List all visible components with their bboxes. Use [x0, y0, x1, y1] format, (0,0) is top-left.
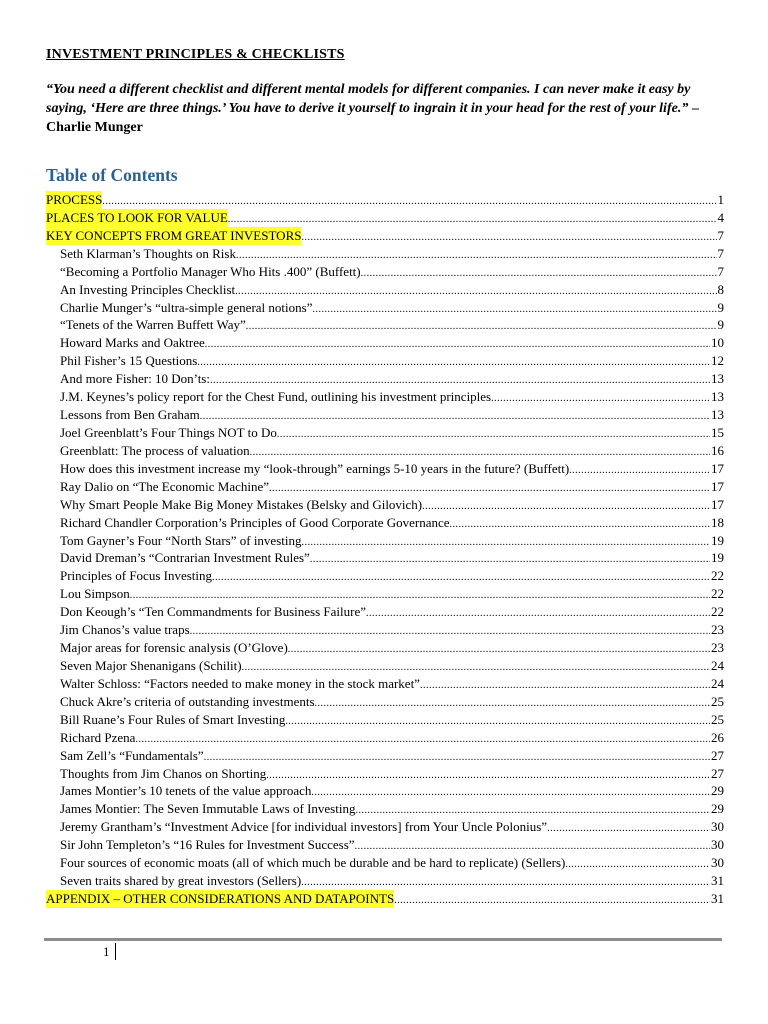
toc-entry-page: 30	[711, 837, 724, 853]
toc-entry-page: 27	[711, 765, 724, 781]
toc-entry-title: How does this investment increase my “look-through” earnings 5-10 years in the future? (Buffett)	[60, 460, 570, 476]
toc-subsection-entry[interactable]	[44, 532, 724, 550]
toc-subsection-entry[interactable]	[44, 693, 724, 711]
toc-entry-page: 4	[717, 209, 724, 225]
toc-entry-page: 9	[717, 317, 724, 333]
toc-subsection-entry[interactable]	[44, 388, 724, 406]
toc-subsection-entry[interactable]	[44, 729, 724, 747]
toc-entry-title: Richard Chandler Corporation’s Principles of Good Corporate Governance	[60, 514, 450, 530]
toc-entry-title: APPENDIX – OTHER CONSIDERATIONS AND DATAPOINTS	[46, 890, 395, 906]
toc-dot-leader	[242, 659, 710, 675]
toc-dot-leader	[565, 856, 710, 872]
toc-subsection-entry[interactable]	[44, 299, 724, 317]
toc-subsection-entry[interactable]	[44, 478, 724, 496]
toc-dot-leader	[204, 749, 710, 765]
toc-entry-page: 24	[711, 675, 724, 691]
toc-dot-leader	[236, 247, 717, 263]
quote-text: “You need a different checklist and different mental models for different companies. I can never make it easy by saying, ‘Here are three things.’ You have to derive it yourself to ingrain it in your head for the rest of your life.”	[46, 82, 691, 116]
toc-entry-page: 30	[711, 855, 724, 871]
toc-entry-title: James Montier: The Seven Immutable Laws of Investing	[60, 801, 356, 817]
toc-subsection-entry[interactable]	[44, 245, 724, 263]
toc-entry-title: Sir John Templeton’s “16 Rules for Investment Success”	[60, 837, 355, 853]
toc-entry-title: Bill Ruane’s Four Rules of Smart Investing	[60, 711, 286, 727]
toc-subsection-entry[interactable]	[44, 639, 724, 657]
toc-entry-title: Don Keough’s “Ten Commandments for Business Failure”	[60, 604, 366, 620]
munger-quote	[46, 80, 726, 137]
toc-entry-title: Seven traits shared by great investors (Sellers)	[60, 873, 302, 889]
toc-entry-title: Jim Chanos’s value traps	[60, 622, 190, 638]
toc-dot-leader	[422, 498, 710, 514]
toc-entry-title: Lessons from Ben Graham	[60, 407, 200, 423]
toc-entry-title: Chuck Akre’s criteria of outstanding investments	[60, 693, 315, 709]
toc-subsection-entry[interactable]	[44, 675, 724, 693]
toc-entry-page: 13	[711, 407, 724, 423]
toc-entry-page: 29	[711, 801, 724, 817]
toc-entry-page: 12	[711, 353, 724, 369]
toc-entry-title: Thoughts from Jim Chanos on Shorting	[60, 765, 267, 781]
toc-entry-page: 25	[711, 693, 724, 709]
toc-entry-title: PLACES TO LOOK FOR VALUE	[46, 209, 228, 225]
toc-dot-leader	[569, 462, 710, 478]
toc-entry-page: 22	[711, 586, 724, 602]
toc-entry-page: 19	[711, 550, 724, 566]
toc-entry-page: 22	[711, 604, 724, 620]
toc-subsection-entry[interactable]	[44, 549, 724, 567]
toc-entry-title: Jeremy Grantham’s “Investment Advice [for individual investors] from Your Uncle Polonius”	[60, 819, 548, 835]
toc-entry-page: 17	[711, 478, 724, 494]
quote-attribution: – Charlie Munger	[46, 101, 699, 135]
toc-subsection-entry[interactable]	[44, 711, 724, 729]
toc-entry-page: 25	[711, 711, 724, 727]
toc-entry-title: KEY CONCEPTS FROM GREAT INVESTORS	[46, 227, 302, 243]
toc-section-entry[interactable]	[44, 227, 724, 245]
toc-dot-leader	[301, 874, 710, 890]
toc-subsection-entry[interactable]	[44, 281, 724, 299]
toc-subsection-entry[interactable]	[44, 854, 724, 872]
toc-subsection-entry[interactable]	[44, 603, 724, 621]
toc-entry-page: 15	[711, 424, 724, 440]
toc-entry-page: 22	[711, 568, 724, 584]
document-title: INVESTMENT PRINCIPLES & CHECKLISTS	[46, 47, 345, 62]
table-of-contents	[44, 191, 724, 908]
toc-entry-page: 7	[717, 245, 724, 261]
toc-subsection-entry[interactable]	[44, 514, 724, 532]
toc-entry-page: 1	[717, 192, 724, 207]
toc-dot-leader	[266, 767, 710, 783]
toc-subsection-entry[interactable]	[44, 818, 724, 836]
toc-dot-leader	[312, 301, 716, 317]
toc-dot-leader	[212, 569, 710, 585]
toc-dot-leader	[361, 265, 717, 281]
toc-entry-title: Sam Zell’s “Fundamentals”	[60, 747, 204, 763]
toc-entry-title: Tom Gayner’s Four “North Stars” of investing	[60, 532, 302, 548]
toc-entry-title: Greenblatt: The process of valuation	[60, 442, 250, 458]
toc-dot-leader	[130, 587, 710, 603]
toc-dot-leader	[301, 534, 710, 550]
toc-entry-page: 23	[711, 622, 724, 638]
toc-dot-leader	[277, 426, 710, 442]
toc-entry-title: And more Fisher: 10 Don’ts:	[60, 371, 210, 387]
toc-dot-leader	[228, 211, 717, 227]
toc-entry-page: 8	[717, 281, 724, 297]
toc-dot-leader	[246, 318, 717, 334]
toc-subsection-entry[interactable]	[44, 836, 724, 854]
toc-entry-page: 17	[711, 496, 724, 512]
toc-section-entry[interactable]	[44, 890, 724, 908]
toc-entry-title: Phil Fisher’s 15 Questions	[60, 353, 198, 369]
toc-subsection-entry[interactable]	[44, 316, 724, 334]
toc-subsection-entry[interactable]	[44, 765, 724, 783]
toc-section-entry[interactable]	[44, 191, 724, 209]
toc-entry-title: Principles of Focus Investing	[60, 568, 213, 584]
toc-entry-title: Seven Major Shenanigans (Schilit)	[60, 657, 242, 673]
toc-dot-leader	[355, 802, 710, 818]
toc-dot-leader	[190, 623, 710, 639]
toc-dot-leader	[355, 838, 710, 854]
toc-dot-leader	[285, 713, 710, 729]
toc-subsection-entry[interactable]	[44, 585, 724, 603]
toc-entry-page: 7	[717, 227, 724, 243]
toc-entry-page: 18	[711, 514, 724, 530]
toc-entry-page: 16	[711, 442, 724, 458]
toc-entry-title: Ray Dalio on “The Economic Machine”	[60, 478, 270, 494]
toc-entry-page: 17	[711, 460, 724, 476]
toc-dot-leader	[135, 731, 710, 747]
toc-subsection-entry[interactable]	[44, 442, 724, 460]
toc-dot-leader	[450, 516, 710, 532]
toc-subsection-entry[interactable]	[44, 872, 724, 890]
toc-dot-leader	[205, 336, 710, 352]
toc-entry-page: 29	[711, 783, 724, 799]
toc-entry-page: 13	[711, 389, 724, 405]
toc-entry-title: Seth Klarman’s Thoughts on Risk	[60, 245, 236, 261]
toc-dot-leader	[235, 283, 716, 299]
toc-entry-title: Four sources of economic moats (all of which much be durable and be hard to replicate) (Sellers)	[60, 855, 566, 871]
toc-subsection-entry[interactable]	[44, 800, 724, 818]
toc-entry-page: 26	[711, 729, 724, 745]
toc-entry-page: 24	[711, 657, 724, 673]
toc-entry-title: David Dreman’s “Contrarian Investment Rules”	[60, 550, 310, 566]
toc-dot-leader	[394, 892, 710, 908]
toc-dot-leader	[366, 605, 710, 621]
toc-dot-leader	[269, 480, 710, 496]
toc-entry-title: Joel Greenblatt’s Four Things NOT to Do	[60, 424, 277, 440]
toc-subsection-entry[interactable]	[44, 460, 724, 478]
toc-dot-leader	[102, 193, 716, 209]
toc-subsection-entry[interactable]	[44, 263, 724, 281]
toc-entry-title: An Investing Principles Checklist	[60, 281, 236, 297]
toc-entry-title: Why Smart People Make Big Money Mistakes (Belsky and Gilovich)	[60, 496, 423, 512]
toc-entry-page: 10	[711, 335, 724, 351]
toc-dot-leader	[420, 677, 710, 693]
toc-entry-title: PROCESS	[46, 192, 103, 207]
toc-entry-title: J.M. Keynes’s policy report for the Chest Fund, outlining his investment principles	[60, 389, 492, 405]
toc-subsection-entry[interactable]	[44, 424, 724, 442]
page-number: 1	[103, 944, 110, 959]
toc-subsection-entry[interactable]	[44, 334, 724, 352]
toc-section-entry[interactable]	[44, 209, 724, 227]
toc-entry-title: James Montier’s 10 tenets of the value approach	[60, 783, 312, 799]
toc-subsection-entry[interactable]	[44, 370, 724, 388]
toc-dot-leader	[315, 695, 710, 711]
toc-entry-page: 19	[711, 532, 724, 548]
toc-entry-page: 13	[711, 371, 724, 387]
toc-dot-leader	[547, 820, 710, 836]
toc-entry-title: Richard Pzena	[60, 729, 136, 745]
toc-entry-title: Walter Schloss: “Factors needed to make money in the stock market”	[60, 675, 420, 691]
toc-entry-title: Lou Simpson	[60, 586, 130, 602]
toc-entry-title: Howard Marks and Oaktree	[60, 335, 205, 351]
toc-dot-leader	[288, 641, 710, 657]
toc-subsection-entry[interactable]	[44, 352, 724, 370]
toc-heading: Table of Contents	[46, 165, 178, 185]
toc-subsection-entry[interactable]	[44, 747, 724, 765]
toc-entry-page: 27	[711, 747, 724, 763]
page-number-separator	[115, 943, 116, 960]
toc-dot-leader	[200, 408, 710, 424]
toc-subsection-entry[interactable]	[44, 567, 724, 585]
toc-subsection-entry[interactable]	[44, 782, 724, 800]
footer-divider	[44, 938, 722, 941]
toc-dot-leader	[301, 229, 716, 245]
toc-entry-title: “Tenets of the Warren Buffett Way”	[60, 317, 246, 333]
toc-dot-leader	[197, 354, 710, 370]
toc-dot-leader	[250, 444, 710, 460]
toc-entry-page: 31	[711, 890, 724, 906]
toc-subsection-entry[interactable]	[44, 406, 724, 424]
toc-dot-leader	[310, 551, 710, 567]
toc-entry-title: Charlie Munger’s “ultra-simple general notions”	[60, 299, 313, 315]
toc-dot-leader	[311, 784, 710, 800]
toc-entry-page: 7	[717, 263, 724, 279]
toc-entry-title: “Becoming a Portfolio Manager Who Hits .400” (Buffett)	[60, 263, 361, 279]
toc-entry-page: 30	[711, 819, 724, 835]
toc-entry-title: Major areas for forensic analysis (O’Glove)	[60, 640, 288, 656]
toc-subsection-entry[interactable]	[44, 657, 724, 675]
toc-entry-page: 9	[717, 299, 724, 315]
toc-entry-page: 23	[711, 640, 724, 656]
toc-subsection-entry[interactable]	[44, 621, 724, 639]
toc-subsection-entry[interactable]	[44, 496, 724, 514]
toc-dot-leader	[210, 372, 710, 388]
toc-dot-leader	[491, 390, 710, 406]
toc-entry-page: 31	[711, 873, 724, 889]
